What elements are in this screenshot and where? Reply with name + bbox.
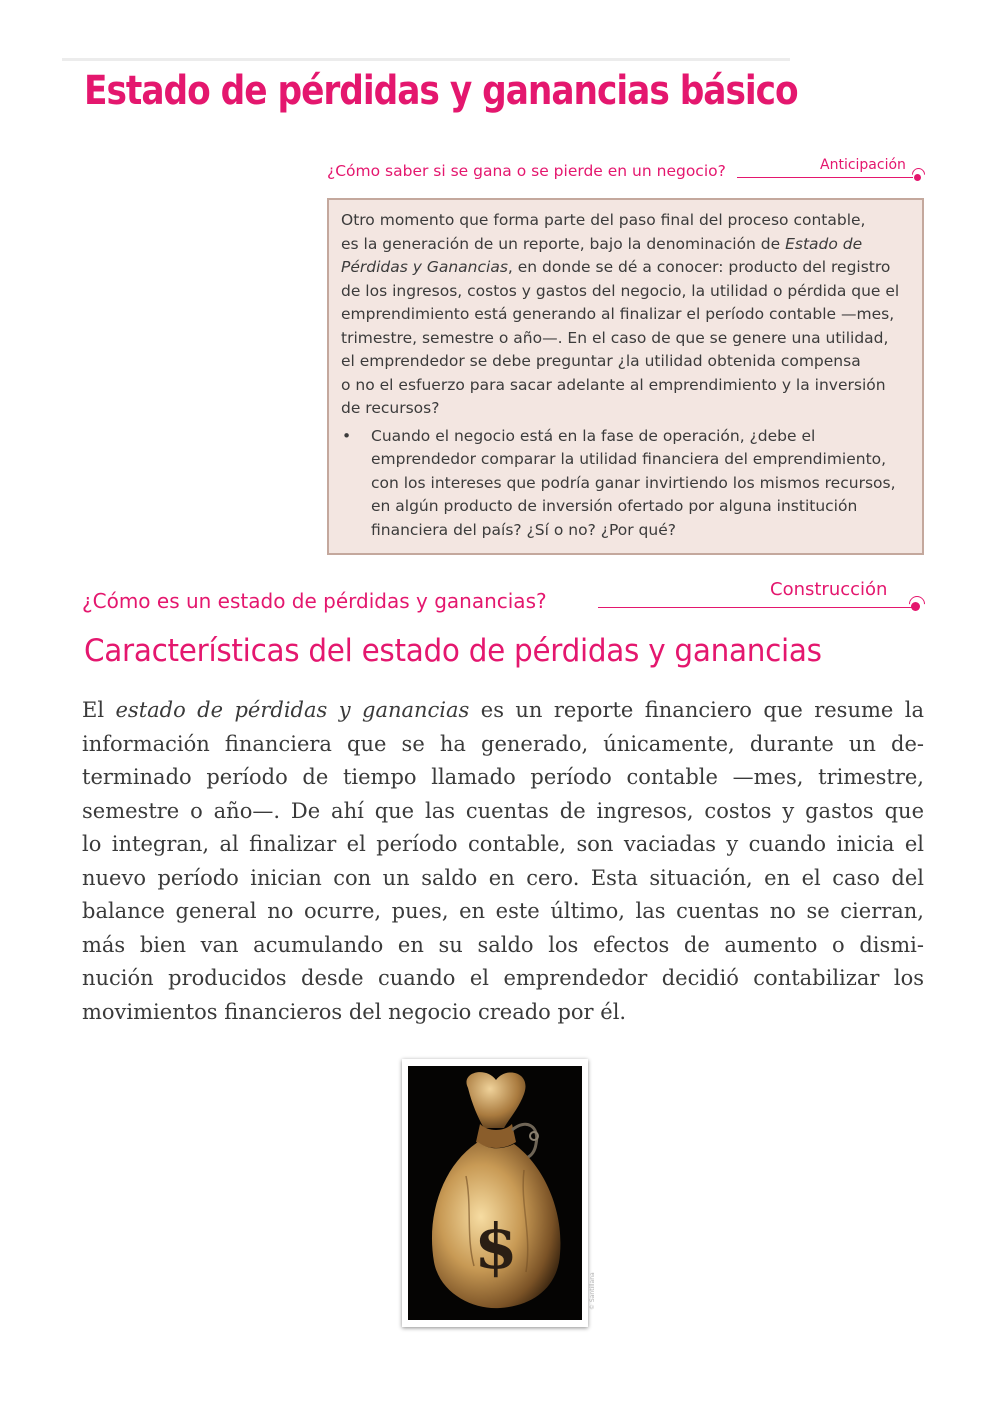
bullet-line: financiera del país? ¿Sí o no? ¿Por qué? xyxy=(371,520,676,539)
list-item xyxy=(341,425,910,543)
anticipation-line: Pérdidas y Ganancias, en donde se dé a conocer: producto del registro xyxy=(341,258,891,276)
anticipation-dot-icon xyxy=(914,174,921,181)
body-line: terminado período de tiempo llamado período contable —mes, trimestre, xyxy=(82,765,924,789)
italic-term: Estado de xyxy=(785,234,863,253)
body-line: nución producidos desde cuando el emprendedor decidió contabilizar los xyxy=(82,966,924,990)
anticipation-line: emprendimiento está generando al finalizar el período contable —mes, xyxy=(341,305,895,323)
top-rule xyxy=(62,58,790,61)
body-line: movimientos financieros del negocio creado por él. xyxy=(82,999,627,1024)
money-bag-photo xyxy=(408,1066,582,1320)
anticipation-line: el emprendedor se debe preguntar ¿la utilidad obtenida compensa xyxy=(341,352,861,370)
anticipation-line: o no el esfuerzo para sacar adelante al emprendimiento y la inversión xyxy=(341,375,886,394)
construction-question: ¿Cómo es un estado de pérdidas y ganancias? xyxy=(82,589,547,613)
body-paragraph xyxy=(82,694,924,1029)
body-line: nuevo período inician con un saldo en cero. Esta situación, en el caso del xyxy=(82,865,924,890)
bullet-icon: • xyxy=(342,426,352,445)
anticipation-tag: Anticipación xyxy=(820,157,906,173)
anticipation-line: es la generación de un reporte, bajo la denominación de Estado de xyxy=(341,234,863,253)
anticipation-box xyxy=(327,198,924,555)
body-line: balance general no ocurre, pues, en este último, las cuentas no se cierran, xyxy=(82,899,924,923)
anticipation-line: de los ingresos, costos y gastos del negocio, la utilidad o pérdida que el xyxy=(341,281,900,300)
dollar-sign-text: $ xyxy=(474,1210,518,1283)
money-bag-icon xyxy=(408,1066,582,1320)
construction-tag: Construcción xyxy=(770,579,888,600)
anticipation-line: de recursos? xyxy=(341,399,440,417)
bullet-line: en algún producto de inversión ofertado por alguna institución xyxy=(371,497,858,515)
anticipation-bullet-list xyxy=(341,425,910,543)
construction-dot-icon xyxy=(911,602,920,611)
anticipation-rule xyxy=(737,177,913,178)
money-bag-photo-frame xyxy=(402,1059,588,1327)
anticipation-question: ¿Cómo saber si se gana o se pierde en un negocio? xyxy=(327,162,726,180)
bullet-line: con los intereses que podría ganar invirtiendo los mismos recursos, xyxy=(371,473,896,492)
italic-term: Pérdidas y Ganancias xyxy=(341,258,508,276)
italic-term: estado de pérdidas y ganancias xyxy=(115,698,470,722)
anticipation-line: Otro momento que forma parte del paso final del proceso contable, xyxy=(341,211,866,229)
body-line: información financiera que se ha generado, únicamente, durante un de- xyxy=(82,731,924,756)
section-title: Características del estado de pérdidas y ganancias xyxy=(84,633,822,669)
body-line: más bien van acumulando en su saldo los efectos de aumento o dismi- xyxy=(82,932,924,957)
bullet-line: Cuando el negocio está en la fase de operación, ¿debe el xyxy=(371,426,816,445)
body-line: semestre o año—. De ahí que las cuentas de ingresos, costos y gastos que xyxy=(82,798,924,823)
photo-credit: © Santillana xyxy=(589,1272,596,1310)
page-title: Estado de pérdidas y ganancias básico xyxy=(84,68,798,114)
bullet-line: emprendedor comparar la utilidad financiera del emprendimiento, xyxy=(371,450,887,468)
construction-rule xyxy=(598,607,912,608)
body-line: El estado de pérdidas y ganancias es un reporte financiero que resume la xyxy=(82,698,924,722)
anticipation-line: trimestre, semestre o año—. En el caso de que se genere una utilidad, xyxy=(341,328,889,347)
body-line: lo integran, al finalizar el período contable, son vaciadas y cuando inicia el xyxy=(82,832,924,856)
